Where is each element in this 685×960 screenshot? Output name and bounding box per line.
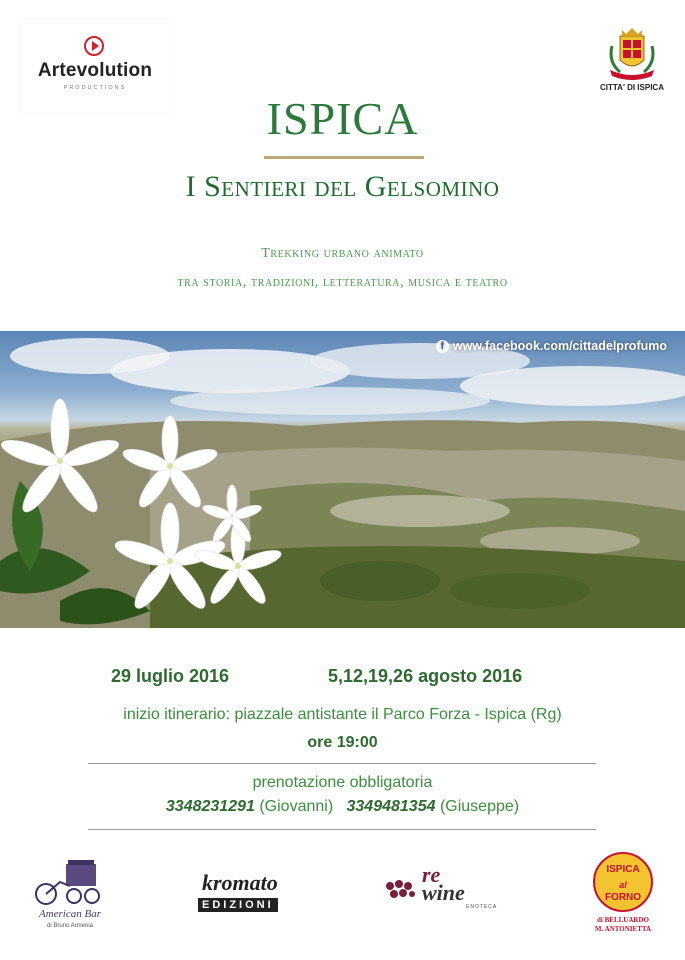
landscape-photo bbox=[0, 331, 685, 628]
play-icon bbox=[84, 36, 104, 56]
phone-giovanni-name: (Giovanni) bbox=[259, 798, 334, 815]
forno-top: ISPICA bbox=[606, 864, 640, 875]
phone-giuseppe[interactable]: 3349481354 bbox=[346, 798, 436, 815]
forno-mid: al bbox=[619, 880, 627, 890]
phone-giovanni[interactable]: 3348231291 bbox=[165, 798, 255, 815]
divider-top bbox=[88, 763, 596, 764]
title-ispica: ISPICA bbox=[266, 93, 419, 144]
facebook-link[interactable] bbox=[436, 339, 667, 353]
coat-of-arms-icon bbox=[600, 26, 664, 84]
event-dates-august: 5,12,19,26 agosto 2016 bbox=[328, 666, 523, 686]
landscape-illustration bbox=[0, 331, 685, 628]
sponsor-kromato bbox=[196, 870, 312, 920]
citta-di-ispica-logo bbox=[600, 26, 664, 96]
facebook-icon: f bbox=[436, 340, 449, 353]
american-bar-sub: di Bruno Armenia bbox=[46, 923, 94, 929]
tagline-line-1: Trekking urbano animato bbox=[261, 246, 424, 261]
forno-caption-2: M. ANTONIETTA bbox=[594, 925, 652, 933]
forno-bottom: FORNO bbox=[604, 892, 642, 903]
artevolution-sub: PRODUCTIONS bbox=[63, 85, 127, 91]
tagline-line-2: tra storia, tradizioni, letteratura, musica e teatro bbox=[177, 275, 508, 290]
forno-caption-1: di BELLUARDO bbox=[597, 916, 649, 924]
rewine-sub: ENOTECA bbox=[466, 904, 498, 910]
rewine-wine: wine bbox=[422, 880, 465, 905]
sponsor-american-bar bbox=[30, 856, 110, 936]
itinerary-start: inizio itinerario: piazzale antistante il Parco Forza - Ispica (Rg) bbox=[123, 706, 562, 723]
kromato-name: kromato bbox=[202, 870, 278, 895]
title-divider bbox=[264, 156, 424, 159]
sponsor-rewine bbox=[382, 862, 502, 918]
american-bar-name: American Bar bbox=[38, 908, 101, 920]
citta-caption: CITTA' DI ISPICA bbox=[600, 83, 664, 92]
rewine-re: re bbox=[422, 862, 441, 887]
kromato-sub: EDIZIONI bbox=[198, 898, 278, 912]
bicycle-cart-icon bbox=[30, 856, 110, 906]
event-date-july: 29 luglio 2016 bbox=[111, 666, 230, 686]
facebook-url: www.facebook.com/cittadelprofumo bbox=[452, 339, 667, 353]
grapes-icon bbox=[382, 876, 422, 906]
forno-badge bbox=[593, 852, 653, 912]
artevolution-name: Artevolution bbox=[37, 60, 153, 81]
title-sentieri: I Sentieri del Gelsomino bbox=[185, 170, 500, 203]
contact-phones bbox=[0, 798, 685, 816]
booking-notice: prenotazione obbligatoria bbox=[252, 774, 433, 791]
event-time: ore 19:00 bbox=[307, 734, 378, 751]
divider-bottom bbox=[88, 829, 596, 830]
phone-giuseppe-name: (Giuseppe) bbox=[439, 798, 520, 815]
sponsor-ispica-al-forno bbox=[590, 852, 656, 938]
